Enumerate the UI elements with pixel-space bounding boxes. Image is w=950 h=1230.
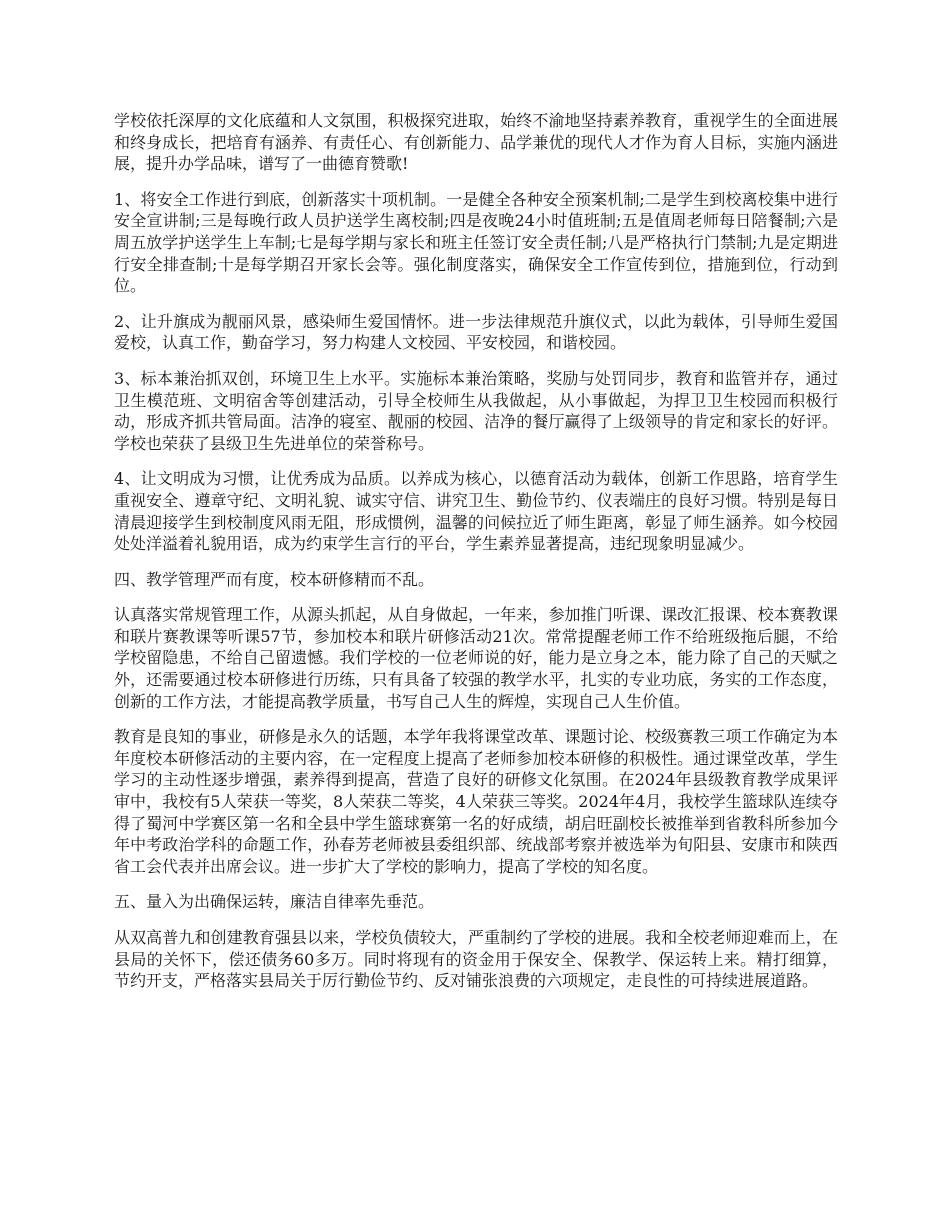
paragraph-intro: 学校依托深厚的文化底蕴和人文氛围，积极探究进取，始终不渝地坚持素养教育，重视学生的全面进展和终身成长，把培育有涵养、有责任心、有创新能力、品学兼优的现代人才作为育人目标，实施内涵进展，提升办学品味，谱写了一曲德育赞歌! — [114, 111, 838, 174]
paragraph-flag-raising: 2、让升旗成为靓丽风景，感染师生爱国情怀。进一步法律规范升旗仪式，以此为载体，引导师生爱国爱校，认真工作，勤奋学习，努力构建人文校园、平安校园，和谐校园。 — [114, 311, 838, 353]
paragraph-safety-mechanisms: 1、将安全工作进行到底，创新落实十项机制。一是健全各种安全预案机制;二是学生到校离校集中进行安全宣讲制;三是每晚行政人员护送学生离校制;四是夜晚24小时值班制;五是值周老师每日陪餐制;六是周五放学护送学生上车制;七是每学期与家长和班主任签订安全责任制;八是严格执行门禁制;九是定期进行安全排查制;十是每学期召开家长会等。强化制度落实，确保安全工作宣传到位，措施到位，行动到位。 — [114, 189, 838, 296]
section-heading-finance: 五、量入为出确保运转，廉洁自律率先垂范。 — [114, 892, 435, 912]
paragraph-routine-management: 认真落实常规管理工作，从源头抓起，从自身做起，一年来，参加推门听课、课改汇报课、校本赛教课和联片赛教课等听课57节，参加校本和联片研修活动21次。常常提醒老师工作不给班级拖后腿，不给学校留隐患，不给自己留遗憾。我们学校的一位老师说的好，能力是立身之本，能力除了自己的天赋之外，还需要通过校本研修进行历练，只有具备了较强的教学水平，扎实的专业功底，务实的工作态度，创新的工作方法，才能提高教学质量，书写自己人生的辉煌，实现自己人生价值。 — [114, 605, 838, 711]
document-body — [114, 110, 838, 1006]
paragraph-sanitation: 3、标本兼治抓双创，环境卫生上水平。实施标本兼治策略，奖励与处罚同步，教育和监管并存，通过卫生模范班、文明宿舍等创建活动，引导全校师生从我做起，从小事做起，为捍卫卫生校园而积极行动，形成齐抓共管局面。洁净的寝室、靓丽的校园、洁净的餐厅赢得了上级领导的肯定和家长的好评。学校也荣获了县级卫生先进单位的荣誉称号。 — [114, 368, 838, 453]
paragraph-civility-habits: 4、让文明成为习惯，让优秀成为品质。以养成为核心，以德育活动为载体，创新工作思路，培育学生重视安全、遵章守纪、文明礼貌、诚实守信、讲究卫生、勤俭节约、仪表端庄的良好习惯。特别是每日清晨迎接学生到校制度风雨无阻，形成惯例，温馨的问候拉近了师生距离，彰显了师生涵养。如今校园处处洋溢着礼貌用语，成为约束学生言行的平台，学生素养显著提高，违纪现象明显减少。 — [114, 469, 838, 554]
paragraph-debt-repayment: 从双高普九和创建教育强县以来，学校负债较大，严重制约了学校的进展。我和全校老师迎难而上，在县局的关怀下，偿还债务60多万。同时将现有的资金用于保安全、保教学、保运转上来。精打细算，节约开支，严格落实县局关于厉行勤俭节约、反对铺张浪费的六项规定，走良性的可持续进展道路。 — [114, 928, 838, 991]
section-heading-teaching-management: 四、教学管理严而有度，校本研修精而不乱。 — [114, 569, 435, 589]
paragraph-school-research: 教育是良知的事业，研修是永久的话题，本学年我将课堂改革、课题讨论、校级赛教三项工作确定为本年度校本研修活动的主要内容，在一定程度上提高了老师参加校本研修的积极性。通过课堂改革，学生学习的主动性逐步增强，素养得到提高，营造了良好的研修文化氛围。在2024年县级教育教学成果评审中，我校有5人荣获一等奖，8人荣获二等奖，4人荣获三等奖。2024年4月，我校学生篮球队连续夺得了蜀河中学赛区第一名和全县中学生篮球赛第一名的好成绩，胡启旺副校长被推举到省教科所参加今年中考政治学科的命题工作，孙春芳老师被县委组织部、统战部考察并被选举为旬阳县、安康市和陕西省工会代表并出席会议。进一步扩大了学校的影响力，提高了学校的知名度。 — [114, 727, 838, 876]
